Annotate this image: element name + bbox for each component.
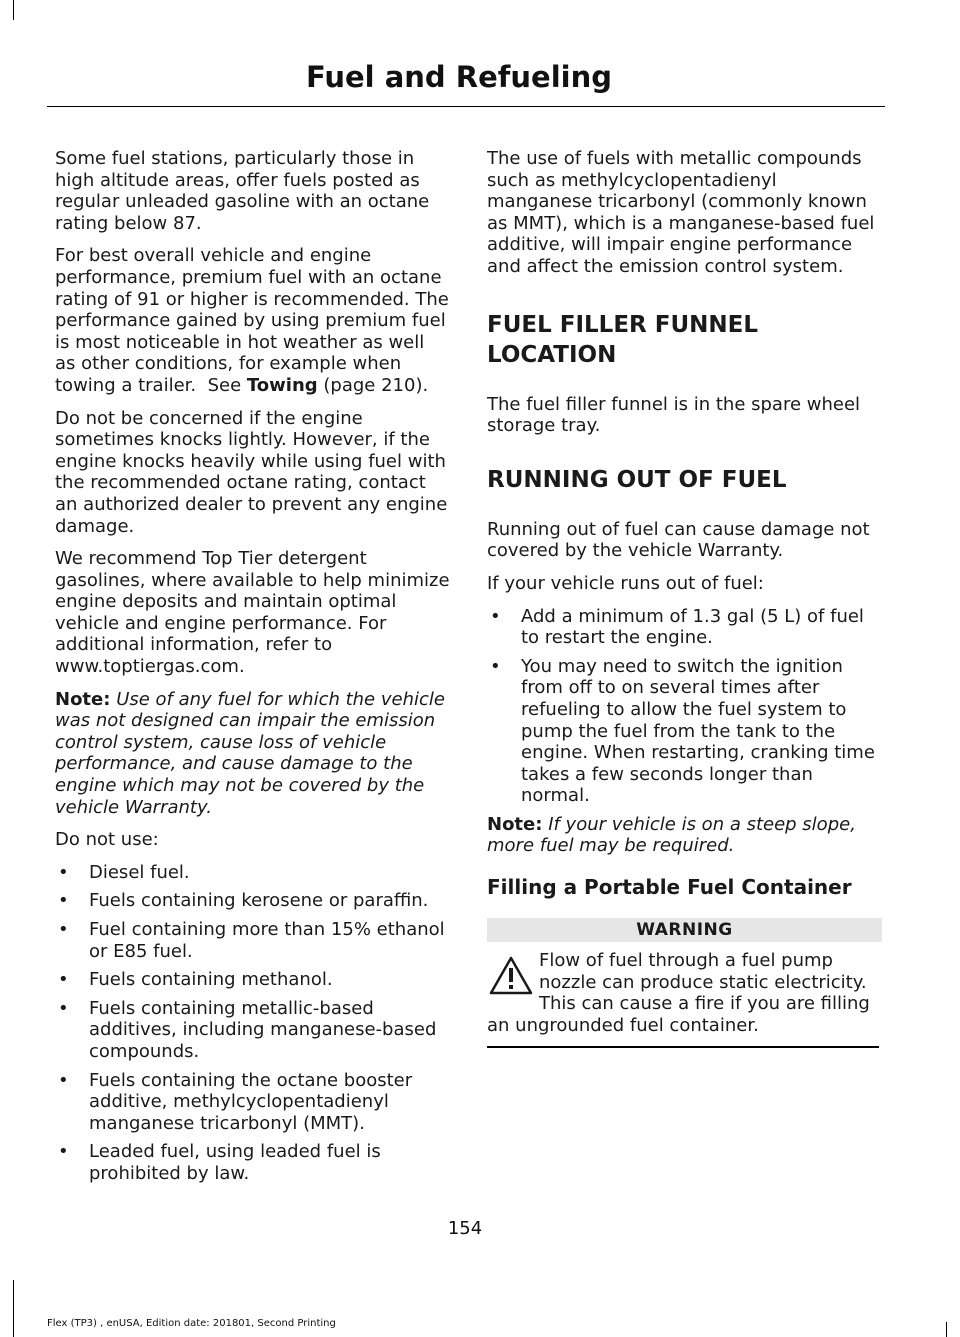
list-item-text: Leaded fuel, using leaded fuel is prohibited by law.: [89, 1141, 381, 1184]
bullet-icon: •: [58, 861, 69, 883]
bullet-icon: •: [58, 1141, 69, 1163]
list-item: [487, 656, 882, 807]
towing-link[interactable]: Towing: [246, 374, 318, 396]
list-item-text: Fuels containing the octane booster additive, methylcyclopentadienyl manganese tricarbonyl (MMT).: [89, 1069, 413, 1134]
bullet-icon: •: [490, 655, 501, 677]
crop-mark-bottom-left: [13, 1280, 14, 1337]
crop-mark-top-left: [13, 0, 14, 20]
note: [55, 689, 450, 819]
bullet-icon: •: [58, 1069, 69, 1091]
list-item-text: You may need to switch the ignition from off to on several times after refueling to allow the fuel system to pump the fuel from the tank to the engine. When restarting, cranking time takes a few seconds longer than normal.: [521, 655, 875, 807]
list-item: [55, 1141, 450, 1184]
see-page: (page 210).: [323, 374, 429, 396]
bullet-icon: •: [58, 997, 69, 1019]
list-item: [55, 919, 450, 962]
section-heading-running-out: RUNNING OUT OF FUEL: [487, 466, 787, 493]
paragraph: Do not be concerned if the engine sometimes knocks lightly. However, if the engine knocks heavily while using fuel with the recommended octane rating, contact an authorized dealer to prevent any engine damage.: [55, 407, 448, 537]
list-item-text: Fuels containing methanol.: [89, 969, 333, 991]
list-item: [55, 890, 450, 912]
note-label: Note:: [487, 813, 543, 835]
list-item: [55, 998, 450, 1063]
paragraph: The use of fuels with metallic compounds such as methylcyclopentadienyl manganese tricarbonyl (commonly known as MMT), which is a manganese-based fuel additive, will impair engine performance and affect the emission control system.: [487, 148, 875, 277]
paragraph: Some fuel stations, particularly those in high altitude areas, offer fuels posted as regular unleaded gasoline with an octane rating below 87.: [55, 148, 430, 234]
warning-triangle-icon: [489, 956, 533, 996]
heading-line: FUEL FILLER FUNNEL: [487, 311, 759, 338]
list-item-text: Fuels containing kerosene or paraffin.: [89, 890, 429, 912]
paragraph: We recommend Top Tier detergent gasolines, where available to help minimize engine deposits and maintain optimal vehicle and engine performance. For additional information, refer to www.toptiergas.com.: [55, 548, 450, 678]
do-not-use-intro: Do not use:: [55, 829, 159, 851]
do-not-use-list: [55, 862, 450, 1185]
list-item-text: Diesel fuel.: [89, 861, 190, 883]
right-column: [487, 148, 882, 1048]
paragraph-premium: [55, 245, 450, 396]
subsection-heading-portable-container: Filling a Portable Fuel Container: [487, 875, 852, 900]
heading-line: LOCATION: [487, 341, 617, 368]
crop-mark-bottom-right: [946, 1322, 947, 1337]
bullet-icon: •: [58, 969, 69, 991]
warning-text-line: Flow of fuel through a fuel pump: [539, 950, 833, 972]
warning-body: [487, 950, 882, 1036]
footer-edition-info: Flex (TP3) , enUSA, Edition date: 201801, Second Printing: [47, 1318, 336, 1329]
note-text: Use of any fuel for which the vehicle was not designed can impair the emission control system, cause loss of vehicle performance, and cause damage to the engine which may not be covered by the vehicle Warranty.: [55, 688, 445, 818]
left-column: [55, 148, 450, 1192]
list-item-text: Fuels containing metallic-based additives, including manganese-based compounds.: [89, 997, 437, 1062]
page-title: Fuel and Refueling: [305, 60, 612, 94]
note: [487, 814, 882, 857]
see-prefix: See: [207, 374, 242, 396]
bullet-icon: •: [58, 919, 69, 940]
bullet-icon: •: [490, 605, 501, 627]
paragraph: Running out of fuel can cause damage not covered by the vehicle Warranty.: [487, 518, 870, 562]
header-rule: [47, 106, 885, 107]
list-item-text: Add a minimum of 1.3 gal (5 L) of fuel to restart the engine.: [521, 605, 864, 649]
warning-text-line: nozzle can produce static electricity.: [539, 971, 867, 993]
page-number: 154: [447, 1218, 483, 1239]
note-label: Note:: [55, 688, 111, 710]
list-item: [55, 969, 450, 991]
list-item: [55, 862, 450, 884]
paragraph: If your vehicle runs out of fuel:: [487, 572, 764, 594]
paragraph: The fuel filler funnel is in the spare wheel storage tray.: [487, 393, 861, 437]
warning-text-line: This can cause a fire if you are filling: [539, 993, 870, 1015]
list-item: [55, 1070, 450, 1135]
list-item: [487, 606, 882, 649]
section-heading-filler-funnel: [487, 310, 882, 370]
warning-text-line: an ungrounded fuel container.: [487, 1014, 759, 1036]
warning-label: WARNING: [487, 918, 882, 942]
bullet-icon: •: [58, 890, 69, 912]
paragraph-text: For best overall vehicle and engine performance, premium fuel with an octane rating of 91 or higher is recommended. The performance gained by using premium fuel is most noticeable in hot weather as well as other conditions, for example when towing a trailer.: [55, 245, 449, 396]
runs-out-list: [487, 606, 882, 807]
list-item-text: Fuel containing more than 15% ethanol or E85 fuel.: [89, 919, 445, 962]
warning-rule: [487, 1046, 879, 1048]
note-text: If your vehicle is on a steep slope, more fuel may be required.: [487, 813, 856, 857]
